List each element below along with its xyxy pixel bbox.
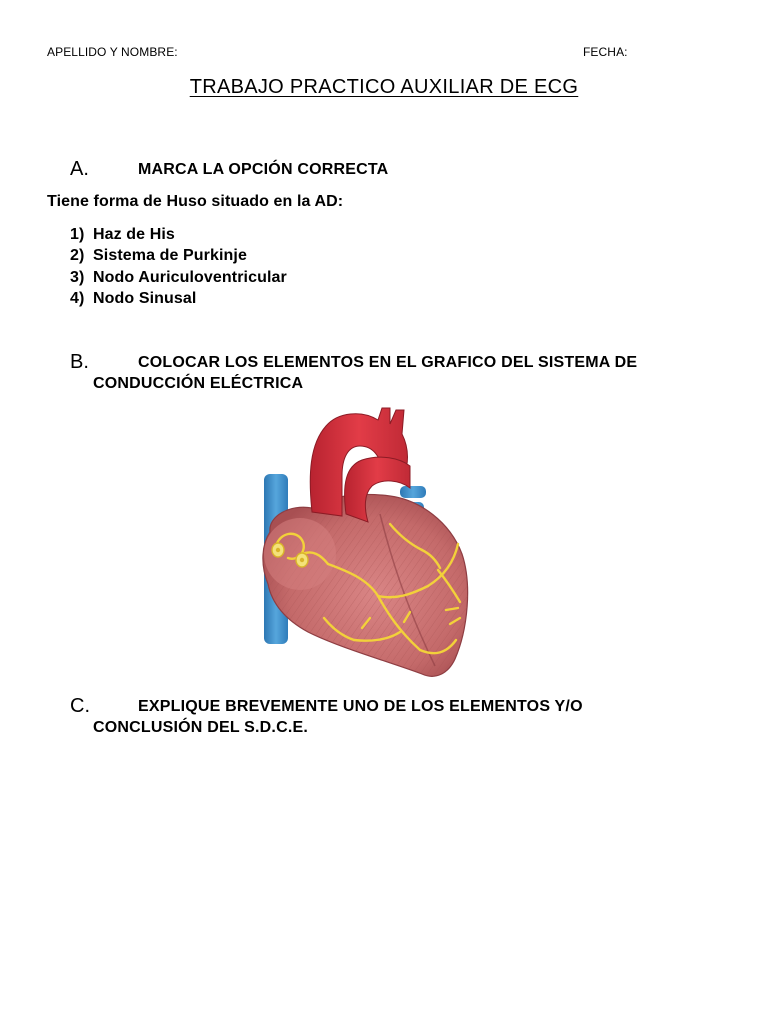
option-item <box>70 288 287 309</box>
section-b-title-line2: CONDUCCIÓN ELÉCTRICA <box>93 375 304 392</box>
section-c-title-line1: EXPLIQUE BREVEMENTE UNO DE LOS ELEMENTOS Y/O <box>138 698 583 715</box>
option-number: 3) <box>70 268 85 286</box>
option-text: Nodo Sinusal <box>93 289 197 307</box>
section-b-title-line1: COLOCAR LOS ELEMENTOS EN EL GRAFICO DEL SISTEMA DE <box>138 354 638 371</box>
options-list <box>70 224 287 309</box>
option-text: Nodo Auriculoventricular <box>93 268 287 286</box>
heart-illustration <box>250 404 476 682</box>
document-title-text: TRABAJO PRACTICO AUXILIAR DE ECG <box>189 76 579 98</box>
section-b-letter: B. <box>70 351 89 373</box>
option-number: 4) <box>70 289 85 307</box>
section-a-title: MARCA LA OPCIÓN CORRECTA <box>138 161 389 178</box>
option-text: Haz de His <box>93 226 175 243</box>
section-a-question: Tiene forma de Huso situado en la AD: <box>47 193 344 210</box>
av-node <box>296 553 308 567</box>
section-c-title-line2: CONCLUSIÓN DEL S.D.C.E. <box>93 719 308 736</box>
heart-conduction-diagram <box>250 404 476 682</box>
heart-body <box>263 495 468 677</box>
section-c-letter: C. <box>70 695 90 717</box>
date-label: FECHA: <box>583 45 628 59</box>
sa-node <box>272 543 284 557</box>
document-title <box>0 76 768 99</box>
option-number: 1) <box>70 226 85 243</box>
section-a-letter: A. <box>70 158 89 180</box>
name-label: APELLIDO Y NOMBRE: <box>47 45 178 59</box>
option-number: 2) <box>70 247 85 265</box>
option-item <box>70 245 287 266</box>
option-item <box>70 267 287 288</box>
option-item <box>70 224 287 245</box>
option-text: Sistema de Purkinje <box>93 247 247 265</box>
